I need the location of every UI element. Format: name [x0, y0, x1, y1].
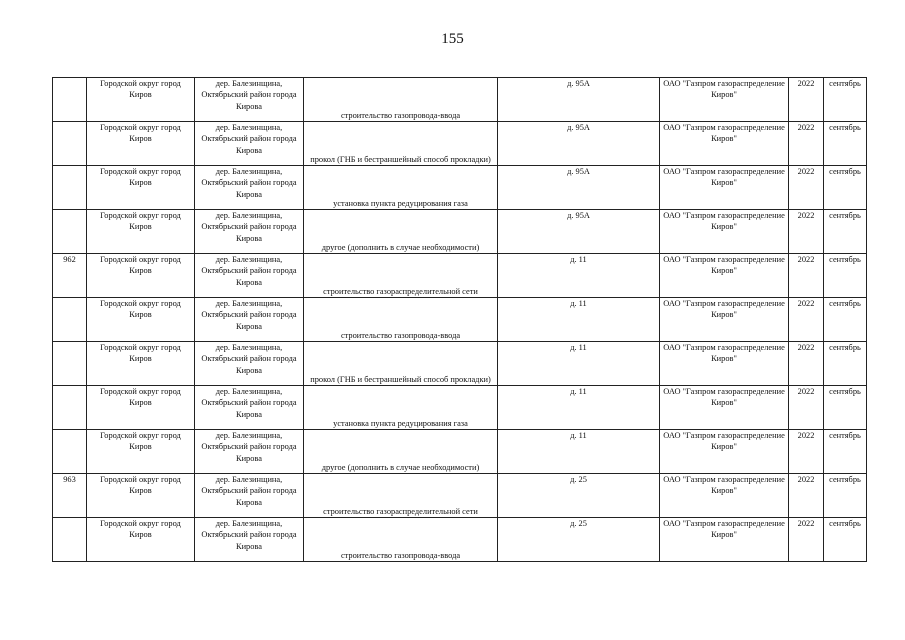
locality-cell [195, 210, 304, 254]
house-number-cell [498, 210, 660, 254]
organization-cell [660, 386, 789, 430]
year-text: 2022 [797, 475, 815, 484]
year-cell [789, 430, 824, 474]
organization-cell [660, 210, 789, 254]
house-number-text: д. 11 [570, 431, 587, 440]
year-text: 2022 [797, 167, 815, 176]
organization-cell [660, 518, 789, 562]
row-number-cell [53, 122, 87, 166]
locality-cell [195, 342, 304, 386]
work-type-text: строительство газораспределительной сети [323, 506, 478, 516]
year-text: 2022 [797, 255, 815, 264]
month-text: сентябрь [829, 123, 861, 132]
locality-text: дер. Балезинщина, Октябрьский район города Кирова [201, 167, 297, 199]
house-number-text: д. 95А [567, 211, 590, 220]
work-type-cell [304, 474, 498, 518]
locality-text: дер. Балезинщина, Октябрьский район города Кирова [201, 79, 297, 111]
row-number-text: 962 [63, 255, 76, 264]
house-number-text: д. 95А [567, 167, 590, 176]
okrug-cell [87, 518, 195, 562]
row-number-cell [53, 166, 87, 210]
work-type-text: прокол (ГНБ и бестраншейный способ прокладки) [310, 154, 491, 164]
work-type-cell [304, 518, 498, 562]
year-cell [789, 518, 824, 562]
house-number-cell [498, 78, 660, 122]
okrug-cell [87, 210, 195, 254]
row-number-text: 963 [63, 475, 76, 484]
organization-text: ОАО "Газпром газораспределение Киров" [663, 431, 785, 452]
work-type-text: прокол (ГНБ и бестраншейный способ прокладки) [310, 374, 491, 384]
month-text: сентябрь [829, 167, 861, 176]
okrug-cell [87, 254, 195, 298]
row-number-cell [53, 210, 87, 254]
organization-text: ОАО "Газпром газораспределение Киров" [663, 343, 785, 364]
table-row [53, 298, 867, 342]
house-number-text: д. 11 [570, 255, 587, 264]
month-cell [824, 518, 867, 562]
locality-text: дер. Балезинщина, Октябрьский район города Кирова [201, 431, 297, 463]
locality-text: дер. Балезинщина, Октябрьский район города Кирова [201, 123, 297, 155]
row-number-cell [53, 78, 87, 122]
house-number-text: д. 11 [570, 343, 587, 352]
work-type-cell [304, 254, 498, 298]
table-row [53, 386, 867, 430]
table-row [53, 518, 867, 562]
year-cell [789, 254, 824, 298]
year-cell [789, 298, 824, 342]
okrug-text: Городской округ город Киров [100, 343, 181, 364]
organization-cell [660, 430, 789, 474]
locality-text: дер. Балезинщина, Октябрьский район города Кирова [201, 475, 297, 507]
table-row [53, 474, 867, 518]
row-number-cell [53, 474, 87, 518]
year-cell [789, 342, 824, 386]
okrug-cell [87, 78, 195, 122]
month-cell [824, 166, 867, 210]
okrug-text: Городской округ город Киров [100, 431, 181, 452]
house-number-cell [498, 342, 660, 386]
work-type-cell [304, 78, 498, 122]
house-number-text: д. 11 [570, 299, 587, 308]
okrug-text: Городской округ город Киров [100, 167, 181, 188]
month-cell [824, 430, 867, 474]
month-cell [824, 78, 867, 122]
month-cell [824, 210, 867, 254]
month-text: сентябрь [829, 343, 861, 352]
year-text: 2022 [797, 299, 815, 308]
month-text: сентябрь [829, 519, 861, 528]
house-number-cell [498, 386, 660, 430]
okrug-text: Городской округ город Киров [100, 211, 181, 232]
organization-cell [660, 78, 789, 122]
okrug-text: Городской округ город Киров [100, 475, 181, 496]
table-row [53, 430, 867, 474]
house-number-cell [498, 254, 660, 298]
page-number: 155 [441, 31, 464, 47]
okrug-cell [87, 122, 195, 166]
organization-text: ОАО "Газпром газораспределение Киров" [663, 299, 785, 320]
house-number-cell [498, 298, 660, 342]
year-text: 2022 [797, 211, 815, 220]
work-type-text: строительство газораспределительной сети [323, 286, 478, 296]
house-number-text: д. 25 [570, 519, 587, 528]
house-number-cell [498, 122, 660, 166]
work-type-cell [304, 122, 498, 166]
organization-text: ОАО "Газпром газораспределение Киров" [663, 519, 785, 540]
year-cell [789, 386, 824, 430]
okrug-cell [87, 386, 195, 430]
house-number-text: д. 11 [570, 387, 587, 396]
row-number-cell [53, 254, 87, 298]
locality-cell [195, 518, 304, 562]
row-number-cell [53, 518, 87, 562]
table-body [53, 78, 867, 562]
year-text: 2022 [797, 431, 815, 440]
organization-text: ОАО "Газпром газораспределение Киров" [663, 255, 785, 276]
organization-text: ОАО "Газпром газораспределение Киров" [663, 211, 785, 232]
work-type-cell [304, 430, 498, 474]
work-type-cell [304, 166, 498, 210]
okrug-text: Городской округ город Киров [100, 255, 181, 276]
locality-text: дер. Балезинщина, Октябрьский район города Кирова [201, 211, 297, 243]
table-row [53, 254, 867, 298]
year-text: 2022 [797, 343, 815, 352]
work-type-text: другое (дополнить в случае необходимости) [321, 242, 480, 252]
row-number-cell [53, 430, 87, 474]
locality-cell [195, 474, 304, 518]
work-type-text: другое (дополнить в случае необходимости) [321, 462, 480, 472]
okrug-text: Городской округ город Киров [100, 123, 181, 144]
locality-text: дер. Балезинщина, Октябрьский район города Кирова [201, 343, 297, 375]
month-cell [824, 254, 867, 298]
table-row [53, 342, 867, 386]
house-number-cell [498, 518, 660, 562]
work-type-text: строительство газопровода-ввода [340, 330, 461, 340]
locality-cell [195, 166, 304, 210]
month-cell [824, 342, 867, 386]
table-row [53, 122, 867, 166]
organization-cell [660, 122, 789, 166]
organization-text: ОАО "Газпром газораспределение Киров" [663, 387, 785, 408]
locality-text: дер. Балезинщина, Октябрьский район города Кирова [201, 299, 297, 331]
organization-text: ОАО "Газпром газораспределение Киров" [663, 123, 785, 144]
house-number-text: д. 25 [570, 475, 587, 484]
house-number-cell [498, 166, 660, 210]
month-cell [824, 122, 867, 166]
month-cell [824, 298, 867, 342]
locality-cell [195, 254, 304, 298]
work-type-text: строительство газопровода-ввода [340, 550, 461, 560]
year-cell [789, 78, 824, 122]
year-text: 2022 [797, 387, 815, 396]
month-text: сентябрь [829, 255, 861, 264]
year-text: 2022 [797, 79, 815, 88]
work-type-text: установка пункта редуцирования газа [333, 198, 468, 208]
month-cell [824, 386, 867, 430]
month-text: сентябрь [829, 211, 861, 220]
locality-cell [195, 430, 304, 474]
year-cell [789, 166, 824, 210]
year-cell [789, 210, 824, 254]
year-cell [789, 474, 824, 518]
month-text: сентябрь [829, 431, 861, 440]
month-cell [824, 474, 867, 518]
row-number-cell [53, 298, 87, 342]
year-text: 2022 [797, 123, 815, 132]
okrug-text: Городской округ город Киров [100, 79, 181, 100]
okrug-text: Городской округ город Киров [100, 299, 181, 320]
month-text: сентябрь [829, 79, 861, 88]
organization-cell [660, 342, 789, 386]
row-number-cell [53, 386, 87, 430]
locality-cell [195, 122, 304, 166]
house-number-text: д. 95А [567, 123, 590, 132]
table-row [53, 78, 867, 122]
organization-cell [660, 166, 789, 210]
locality-cell [195, 386, 304, 430]
locality-text: дер. Балезинщина, Октябрьский район города Кирова [201, 255, 297, 287]
okrug-text: Городской округ город Киров [100, 387, 181, 408]
year-cell [789, 122, 824, 166]
organization-text: ОАО "Газпром газораспределение Киров" [663, 475, 785, 496]
table-row [53, 166, 867, 210]
locality-text: дер. Балезинщина, Октябрьский район города Кирова [201, 519, 297, 551]
work-type-cell [304, 298, 498, 342]
organization-cell [660, 474, 789, 518]
work-type-text: установка пункта редуцирования газа [333, 418, 468, 428]
work-type-text: строительство газопровода-ввода [340, 110, 461, 120]
month-text: сентябрь [829, 475, 861, 484]
locality-text: дер. Балезинщина, Октябрьский район города Кирова [201, 387, 297, 419]
okrug-cell [87, 430, 195, 474]
month-text: сентябрь [829, 387, 861, 396]
organization-text: ОАО "Газпром газораспределение Киров" [663, 79, 785, 100]
locality-cell [195, 298, 304, 342]
house-number-cell [498, 430, 660, 474]
locality-cell [195, 78, 304, 122]
okrug-cell [87, 166, 195, 210]
row-number-cell [53, 342, 87, 386]
organization-cell [660, 298, 789, 342]
year-text: 2022 [797, 519, 815, 528]
work-type-cell [304, 386, 498, 430]
work-type-cell [304, 210, 498, 254]
okrug-cell [87, 342, 195, 386]
house-number-cell [498, 474, 660, 518]
house-number-text: д. 95А [567, 79, 590, 88]
work-type-cell [304, 342, 498, 386]
organization-cell [660, 254, 789, 298]
okrug-text: Городской округ город Киров [100, 519, 181, 540]
okrug-cell [87, 298, 195, 342]
organization-text: ОАО "Газпром газораспределение Киров" [663, 167, 785, 188]
table-row [53, 210, 867, 254]
gasification-schedule-table [52, 77, 867, 562]
month-text: сентябрь [829, 299, 861, 308]
okrug-cell [87, 474, 195, 518]
